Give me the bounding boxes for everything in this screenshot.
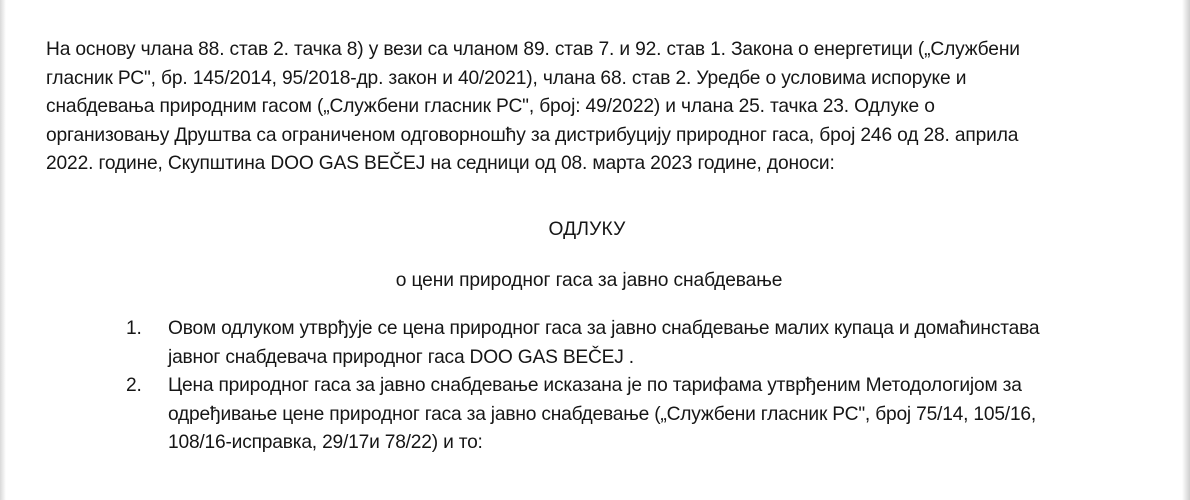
item-line: јавног снабдевача природног гаса DOO GAS BEČEJ .	[168, 346, 634, 368]
preamble-line: организовању Друштва са ограниченом одговорношћу за дистрибуцију природног гаса, број 246 од 28. априла	[46, 124, 1019, 146]
decision-title: ОДЛУКУ	[548, 219, 626, 240]
preamble-line: снабдевања природним гасом („Службени гласник РС", број: 49/2022) и члана 25. тачка 23. Одлуке о	[46, 96, 935, 118]
scan-edge-left	[0, 0, 6, 500]
item-number: 2.	[126, 375, 142, 397]
item-line: Овом одлуком утврђује се цена природног гаса за јавно снабдевање малих купаца и домаћинстава	[168, 318, 1040, 339]
preamble-line: На основу члана 88. став 2. тачка 8) у вези са чланом 89. став 7. и 92. став 1. Закона о енергетици („Службени	[46, 39, 1020, 60]
decision-items-list	[126, 315, 1126, 458]
item-line: 108/16-исправка, 29/17и 78/22) и то:	[168, 432, 483, 454]
item-line: Цена природног гаса за јавно снабдевање исказана је по тарифама утврђеним Методологијом за	[168, 375, 1022, 397]
list-item	[126, 315, 1126, 372]
list-item	[126, 372, 1126, 458]
item-line: одређивање цене природног гаса за јавно снабдевање („Службени гласник РС", број 75/14, 105/16,	[168, 403, 1037, 425]
preamble-paragraph	[46, 36, 1156, 179]
preamble-line: 2022. године, Скупштина DOO GAS BEČEJ на седници од 08. марта 2023 године, доноси:	[46, 153, 835, 175]
preamble-line: гласник РС", бр. 145/2014, 95/2018-др. закон и 40/2021), члана 68. став 2. Уредбе о условима испоруке и	[46, 67, 967, 89]
decision-subtitle: о цени природног гаса за јавно снабдевање	[395, 270, 783, 291]
scan-edge-right	[1182, 0, 1190, 500]
item-number: 1.	[126, 318, 142, 339]
